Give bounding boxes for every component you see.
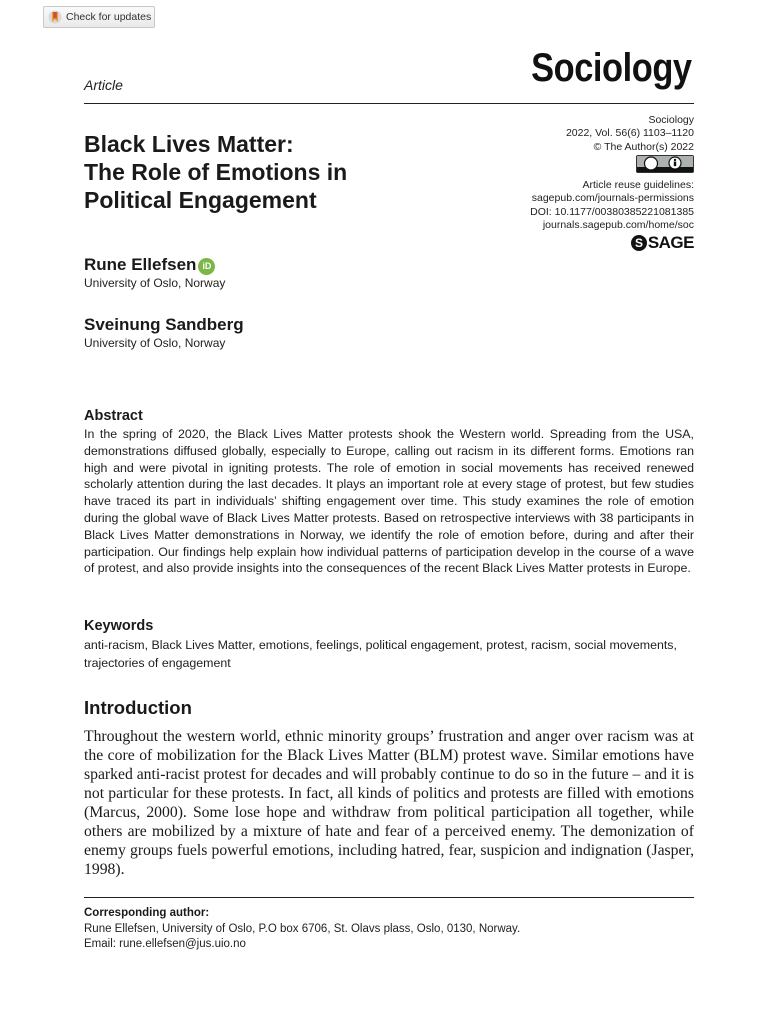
header-divider: [84, 103, 694, 104]
abstract-text: In the spring of 2020, the Black Lives Matter protests shook the Western world. Spreading from the USA, demonstrations diffused globally, especially to Europe, calling out racism in its different forms. Emotions ran high and were pivotal in igniting protests. The role of emotion in social movements has received renewed scholarly attention during the last decades. It plays an important role at every stage of protest, but few studies have traced its part in individuals’ shifting engagement over time. This study examines the role of emotion during the global wave of Black Lives Matter protests. Based on retrospective interviews with 38 participants in Black Lives Matter demonstrations in Norway, we identify the role of emotion before, during and after their participation. Our findings help explain how individual patterns of participation develop in the course of a wave of protest, and also provide insights into the consequences of the recent Black Lives Matter protests in Europe.: [84, 427, 694, 576]
footer-divider: [84, 897, 694, 898]
author-1-name: [84, 255, 215, 275]
cc-by-license-icon[interactable]: [636, 155, 694, 173]
meta-volume: 2022, Vol. 56(6) 1103–1120: [565, 127, 694, 140]
sage-publisher-logo: [631, 233, 694, 253]
title-line-3: Political Engagement: [84, 187, 317, 213]
introduction-text: Throughout the western world, ethnic minority groups’ frustration and anger over racism was at the core of mobilization for the Black Lives Matter (BLM) protest wave. Similar emotions have sparked anti-racist protest for decades and will probably continue to do so in the future – and it is not particular for these protests. In fact, all kinds of politics and protests are filled with emotions (Marcus, 2000). Some lose hope and withdraw from political participation all together, while others are mobilized by a mixture of hate and fear of a perceived enemy. The demonization of enemy groups fuels powerful emotions, including hatred, fear, suspicion and indignation (Jasper, 1998).: [84, 728, 694, 878]
bookmark-ribbon-icon: [48, 10, 62, 24]
check-for-updates-button[interactable]: [43, 6, 155, 28]
title-line-2: The Role of Emotions in: [84, 159, 348, 185]
title-line-1: Black Lives Matter:: [84, 131, 294, 157]
meta-copyright: © The Author(s) 2022: [593, 140, 694, 153]
sage-logo-text: SAGE: [647, 233, 694, 252]
article-type-label: Article: [84, 77, 123, 93]
sage-s-icon: S: [631, 235, 647, 251]
meta-reuse-guidelines: Article reuse guidelines:: [582, 179, 694, 192]
keywords-heading: Keywords: [84, 618, 154, 634]
corresponding-author-email[interactable]: Email: rune.ellefsen@jus.uio.no: [84, 938, 246, 950]
author-1-name-text: Rune Ellefsen: [84, 255, 197, 274]
corresponding-author-heading: Corresponding author:: [84, 907, 210, 919]
check-for-updates-label: Check for updates: [66, 11, 152, 23]
article-title: [84, 130, 464, 214]
introduction-heading: Introduction: [84, 697, 192, 718]
abstract-heading: Abstract: [84, 408, 143, 424]
cc-by-license-text: [637, 156, 693, 172]
journal-logo: Sociology: [531, 46, 692, 90]
orcid-icon[interactable]: iD: [198, 258, 215, 275]
author-2-name: Sveinung Sandberg: [84, 315, 244, 334]
corresponding-author-address: Rune Ellefsen, University of Oslo, P.O box 6706, St. Olavs plass, Oslo, 0130, Norway.: [84, 923, 521, 935]
meta-journal-homepage[interactable]: journals.sagepub.com/home/soc: [542, 219, 694, 232]
meta-permissions-link[interactable]: sagepub.com/journals-permissions: [531, 192, 694, 205]
author-1-affiliation: University of Oslo, Norway: [84, 276, 226, 290]
meta-doi[interactable]: DOI: 10.1177/00380385221081385: [530, 205, 694, 218]
meta-journal: Sociology: [648, 114, 694, 126]
publication-meta: [530, 114, 694, 232]
keywords-text: anti-racism, Black Lives Matter, emotions, feelings, political engagement, protest, racism, social movements, trajectories of engagement: [84, 638, 677, 670]
author-2-affiliation: University of Oslo, Norway: [84, 336, 226, 350]
